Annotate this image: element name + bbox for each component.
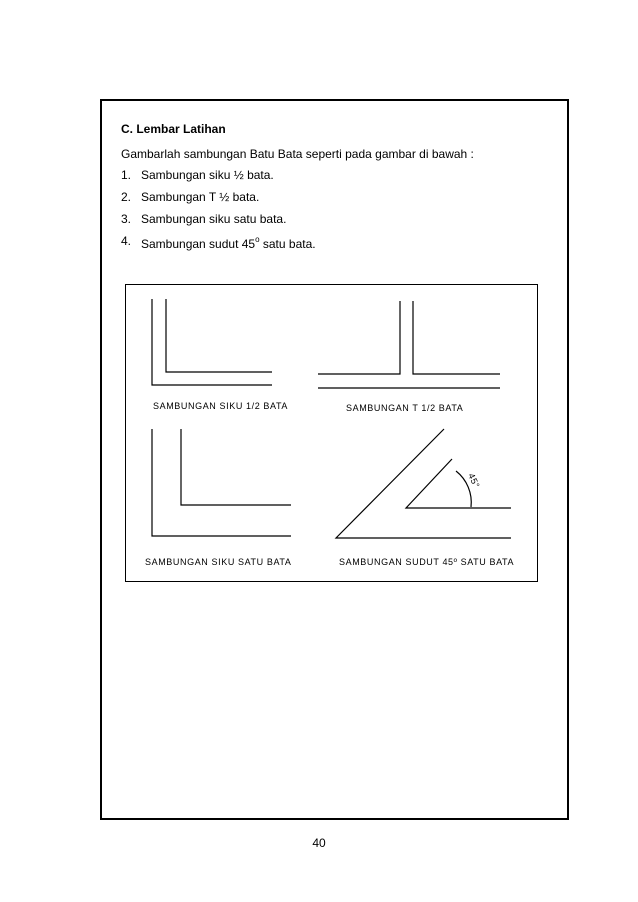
figure-box bbox=[125, 284, 538, 582]
drawing-siku-one-brick bbox=[152, 429, 291, 536]
list-item-number: 1. bbox=[121, 168, 132, 182]
list-item-number: 2. bbox=[121, 190, 132, 204]
t-right-inner-line bbox=[413, 301, 500, 374]
list-item-text: Sambungan siku ½ bata. bbox=[141, 168, 274, 182]
inner-corner-line bbox=[181, 429, 291, 505]
list-item-text: Sambungan siku satu bata. bbox=[141, 212, 287, 226]
list-item-text-after: satu bata. bbox=[259, 237, 316, 251]
caption-siku-half-brick: SAMBUNGAN SIKU 1/2 BATA bbox=[153, 401, 288, 411]
caption-siku-one-brick: SAMBUNGAN SIKU SATU BATA bbox=[145, 557, 292, 567]
inner-angle-line bbox=[406, 459, 511, 508]
drawing-sudut-45-one-brick bbox=[336, 429, 511, 538]
outer-angle-line bbox=[336, 429, 511, 538]
page-number: 40 bbox=[312, 836, 326, 850]
brick-joint-drawings bbox=[126, 285, 539, 583]
caption-sudut-45-one-brick: SAMBUNGAN SUDUT 45º SATU BATA bbox=[339, 557, 515, 567]
list-item bbox=[121, 190, 316, 212]
list-item-number: 3. bbox=[121, 212, 132, 226]
outer-corner-line bbox=[152, 429, 291, 536]
task-list bbox=[121, 168, 316, 256]
t-left-inner-line bbox=[318, 301, 400, 374]
list-item bbox=[121, 212, 316, 234]
drawing-siku-half-brick bbox=[152, 299, 272, 385]
degree-superscript: o bbox=[255, 235, 260, 244]
inner-corner-line bbox=[166, 299, 272, 372]
section-title: C. Lembar Latihan bbox=[121, 122, 226, 136]
list-item bbox=[121, 168, 316, 190]
angle-label: 45° bbox=[466, 471, 482, 490]
intro-text: Gambarlah sambungan Batu Bata seperti pada gambar di bawah : bbox=[121, 147, 474, 161]
list-item-text-before: Sambungan sudut 45 bbox=[141, 237, 256, 251]
list-item-text bbox=[141, 234, 316, 256]
list-item-text: Sambungan T ½ bata. bbox=[141, 190, 260, 204]
list-item bbox=[121, 234, 316, 256]
drawing-t-half-brick bbox=[318, 301, 500, 388]
caption-t-half-brick: SAMBUNGAN T 1/2 BATA bbox=[346, 403, 464, 413]
list-item-number: 4. bbox=[121, 234, 132, 248]
